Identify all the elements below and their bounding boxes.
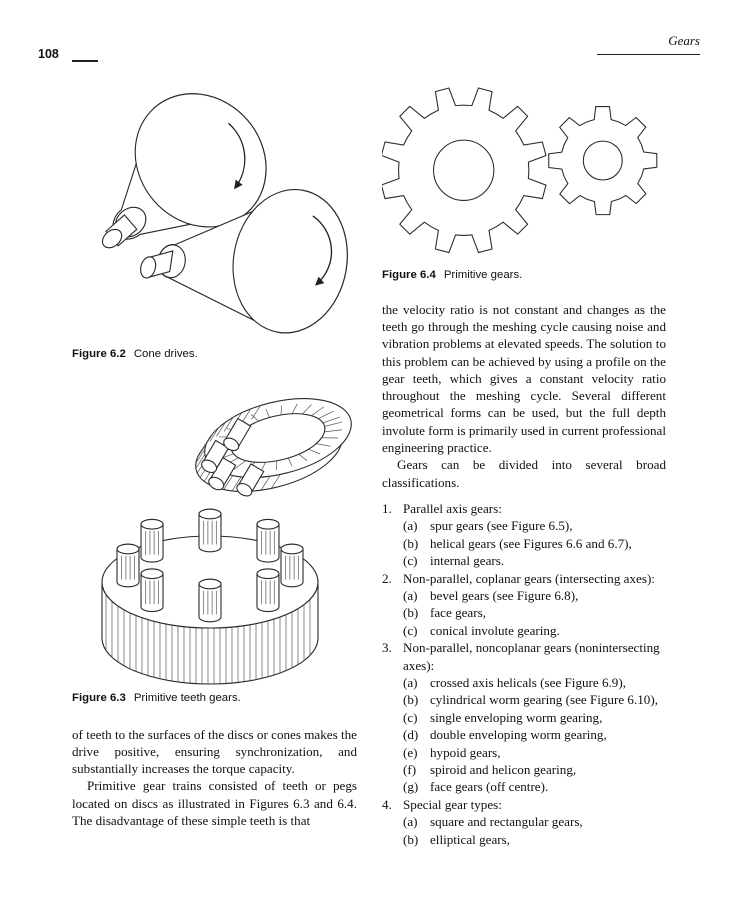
left-paragraph-1: of teeth to the surfaces of the discs or cones makes the drive positive, ensuring synchronization, and substantially increases the torque capacity.: [72, 726, 357, 777]
list-marker: 4.: [382, 796, 392, 812]
running-head: [597, 33, 700, 55]
list-item: [382, 831, 666, 848]
figure-caption-text: Primitive teeth gears.: [133, 691, 241, 704]
list-item: [382, 709, 666, 726]
list-text: square and rectangular gears,: [430, 814, 583, 830]
figure-6-2: [72, 78, 357, 360]
list-item: [382, 622, 666, 639]
figure-6-4: [382, 74, 666, 281]
figure-6-2-caption: [72, 348, 357, 360]
list-marker: (a): [403, 674, 418, 690]
list-marker: 1.: [382, 500, 392, 516]
list-text: spur gears (see Figure 6.5),: [430, 518, 573, 534]
left-column: [72, 70, 357, 829]
list-text: single enveloping worm gearing,: [430, 709, 603, 725]
list-text: conical involute gearing.: [430, 622, 560, 638]
list-marker: (b): [403, 535, 419, 551]
list-marker: (b): [403, 831, 419, 847]
list-item: [382, 778, 666, 795]
list-marker: (c): [403, 553, 418, 569]
list-text: double enveloping worm gearing,: [430, 727, 607, 743]
list-text: Non-parallel, coplanar gears (intersecting axes):: [403, 570, 655, 586]
figure-label: Figure 6.4: [382, 268, 436, 281]
list-group-title: [382, 500, 666, 517]
left-paragraph-2: Primitive gear trains consisted of teeth or pegs located on discs as illustrated in Figures 6.3 and 6.4. The disadvantage of these simple teeth is that: [72, 778, 357, 829]
list-item: [382, 552, 666, 569]
list-text: face gears,: [430, 605, 486, 621]
list-text: hypoid gears,: [430, 744, 501, 760]
primitive-gears-drawing: [382, 74, 666, 265]
right-paragraph-1: the velocity ratio is not constant and changes as the teeth go through the meshing cycle causing noise and vibration problems at elevated speeds. The solution to this problem can be achieved by using a profile on the gear teeth, which gives a constant velocity ratio throughout the meshing cycle. Several different geometrical forms can be used, but the full depth involute form is primarily used in current professional engineering practice.: [382, 301, 666, 455]
running-head-text: Gears: [668, 33, 700, 48]
list-marker: (g): [403, 779, 419, 795]
list-item: [382, 535, 666, 552]
list-text: Special gear types:: [403, 796, 502, 812]
list-text: face gears (off centre).: [430, 779, 549, 795]
list-marker: (a): [403, 814, 418, 830]
page-number: 108: [38, 47, 59, 61]
list-text: internal gears.: [430, 553, 505, 569]
list-item: [382, 604, 666, 621]
list-text: cylindrical worm gearing (see Figure 6.10),: [430, 692, 658, 708]
right-text-block: [382, 301, 666, 848]
list-text: bevel gears (see Figure 6.8),: [430, 587, 579, 603]
list-marker: (d): [403, 727, 419, 743]
figure-6-3-caption: [72, 692, 357, 704]
list-item: [382, 517, 666, 534]
list-item: [382, 674, 666, 691]
list-marker: (f): [403, 761, 417, 777]
list-marker: (e): [403, 744, 418, 760]
figure-6-3: [72, 376, 357, 704]
figure-label: Figure 6.2: [72, 347, 126, 360]
list-text: Non-parallel, noncoplanar gears (nonintersecting axes):: [403, 640, 660, 673]
list-group-title: [382, 796, 666, 813]
list-marker: (b): [403, 605, 419, 621]
list-marker: (a): [403, 587, 418, 603]
list-item: [382, 726, 666, 743]
list-marker: 3.: [382, 640, 392, 656]
list-group-title: [382, 570, 666, 587]
figure-label: Figure 6.3: [72, 691, 126, 704]
list-text: elliptical gears,: [430, 831, 510, 847]
primitive-teeth-gears-drawing: [72, 376, 357, 688]
list-item: [382, 761, 666, 778]
list-item: [382, 744, 666, 761]
list-text: spiroid and helicon gearing,: [430, 761, 577, 777]
list-item: [382, 691, 666, 708]
list-marker: (a): [403, 518, 418, 534]
list-group-title: [382, 639, 666, 674]
right-column: [382, 70, 666, 848]
list-marker: (b): [403, 692, 419, 708]
list-marker: (c): [403, 622, 418, 638]
right-paragraph-2: Gears can be divided into several broad classifications.: [382, 457, 666, 490]
list-text: helical gears (see Figures 6.6 and 6.7),: [430, 535, 632, 551]
figure-caption-text: Cone drives.: [133, 347, 198, 360]
list-marker: (c): [403, 709, 418, 725]
cone-drives-drawing: [74, 78, 354, 344]
list-text: crossed axis helicals (see Figure 6.9),: [430, 674, 626, 690]
page-number-rule: [72, 60, 98, 62]
classification-list: [382, 500, 666, 848]
figure-caption-text: Primitive gears.: [443, 268, 523, 281]
list-item: [382, 587, 666, 604]
list-text: Parallel axis gears:: [403, 500, 502, 516]
list-marker: 2.: [382, 570, 392, 586]
list-item: [382, 813, 666, 830]
figure-6-4-caption: [382, 269, 666, 281]
